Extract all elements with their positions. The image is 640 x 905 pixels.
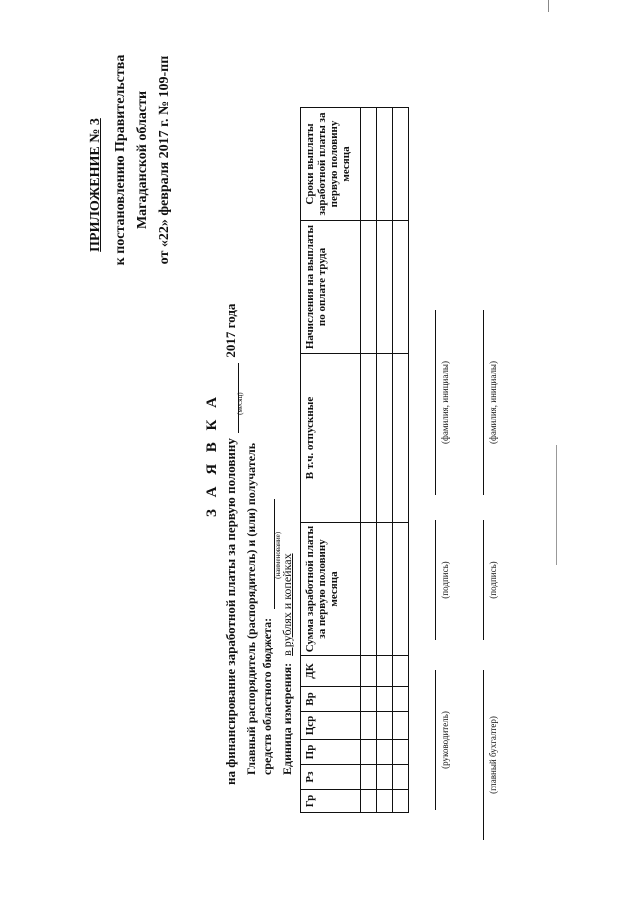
table-cell[interactable] [377,712,393,740]
column-header-csr: Цср [301,712,361,740]
table-cell[interactable] [361,656,377,687]
table-cell[interactable] [393,790,409,813]
month-hint: (месяц) [236,392,244,415]
table-header-row [301,108,361,813]
subtitle-year: 2017 года [223,303,238,358]
table-cell[interactable] [361,221,377,354]
budget-name-field[interactable] [262,499,282,609]
column-header-gr: Гр [301,790,361,813]
table-cell[interactable] [361,108,377,221]
head-name-caption: (фамилия, инициалы) [440,361,450,444]
column-header-vacation-pay: В т.ч. отпускные [301,354,361,523]
table-cell[interactable] [377,790,393,813]
accountant-name-line[interactable] [483,310,484,495]
table-cell[interactable] [377,740,393,765]
table-cell[interactable] [361,354,377,523]
table-cell[interactable] [393,687,409,712]
accountant-signature-caption: (подпись) [488,561,498,599]
head-role-caption: (руководитель) [440,711,450,769]
head-role-line[interactable] [435,670,436,810]
appendix-number: ПРИЛОЖЕНИЕ № 3 [88,118,103,252]
accountant-role-caption: (главный бухгалтер) [488,716,498,794]
table-cell[interactable] [393,354,409,523]
table-cell[interactable] [361,790,377,813]
head-signature-line[interactable] [435,520,436,640]
unit-value: в рублях и копейках [280,553,294,656]
table-cell[interactable] [377,656,393,687]
table-row [393,108,409,813]
table-row [361,108,377,813]
table-row [377,108,393,813]
column-header-vr: Вр [301,687,361,712]
table-cell[interactable] [393,523,409,656]
table-cell[interactable] [393,108,409,221]
resolution-line: к постановлению Правительства [113,54,128,266]
accountant-signature-line[interactable] [483,520,484,640]
table-cell[interactable] [361,765,377,790]
column-header-payment-terms: Сроки выплаты заработной платы за первую половину месяца [301,108,361,221]
head-signature-caption: (подпись) [440,561,450,599]
table-cell[interactable] [361,712,377,740]
month-field[interactable] [222,363,244,433]
table-cell[interactable] [377,523,393,656]
column-header-rz: Рз [301,765,361,790]
resolution-line: Магаданской области [135,90,150,230]
unit-row [280,553,295,775]
column-header-salary-sum: Сумма заработной платы за первую половину месяца [301,523,361,656]
column-header-dk: ДК [301,656,361,687]
scan-edge-mark [548,0,549,12]
form-subtitle [222,185,244,785]
unit-label: Единица измерения: [280,662,294,775]
accountant-role-line[interactable] [483,670,484,840]
table-cell[interactable] [393,740,409,765]
budget-label: средств областного бюджета: [260,617,274,775]
head-name-line[interactable] [435,310,436,495]
budget-row [260,499,282,775]
table-cell[interactable] [393,765,409,790]
form-title: З А Я В К А [204,392,220,518]
budget-hint: (наименование) [274,531,282,579]
table-cell[interactable] [377,108,393,221]
table-cell[interactable] [393,221,409,354]
resolution-reference [110,30,176,290]
financing-table [300,107,409,813]
table-cell[interactable] [361,740,377,765]
table-cell[interactable] [361,523,377,656]
table-cell[interactable] [377,221,393,354]
table-cell[interactable] [393,656,409,687]
table-cell[interactable] [377,765,393,790]
table-cell[interactable] [377,354,393,523]
subtitle-text: на финансирование заработной платы за первую половину [223,438,238,785]
table-cell[interactable] [393,712,409,740]
resolution-line: от «22» февраля 2017 г. № 109-пп [157,55,172,265]
table-cell[interactable] [361,687,377,712]
column-header-accruals: Начисления на выплаты по оплате труда [301,221,361,354]
manager-label: Главный распорядитель (распорядитель) и (или) получатель [244,442,258,775]
table-cell[interactable] [377,687,393,712]
column-header-pr: Пр [301,740,361,765]
scan-artifact-line [556,445,557,565]
accountant-name-caption: (фамилия, инициалы) [488,361,498,444]
